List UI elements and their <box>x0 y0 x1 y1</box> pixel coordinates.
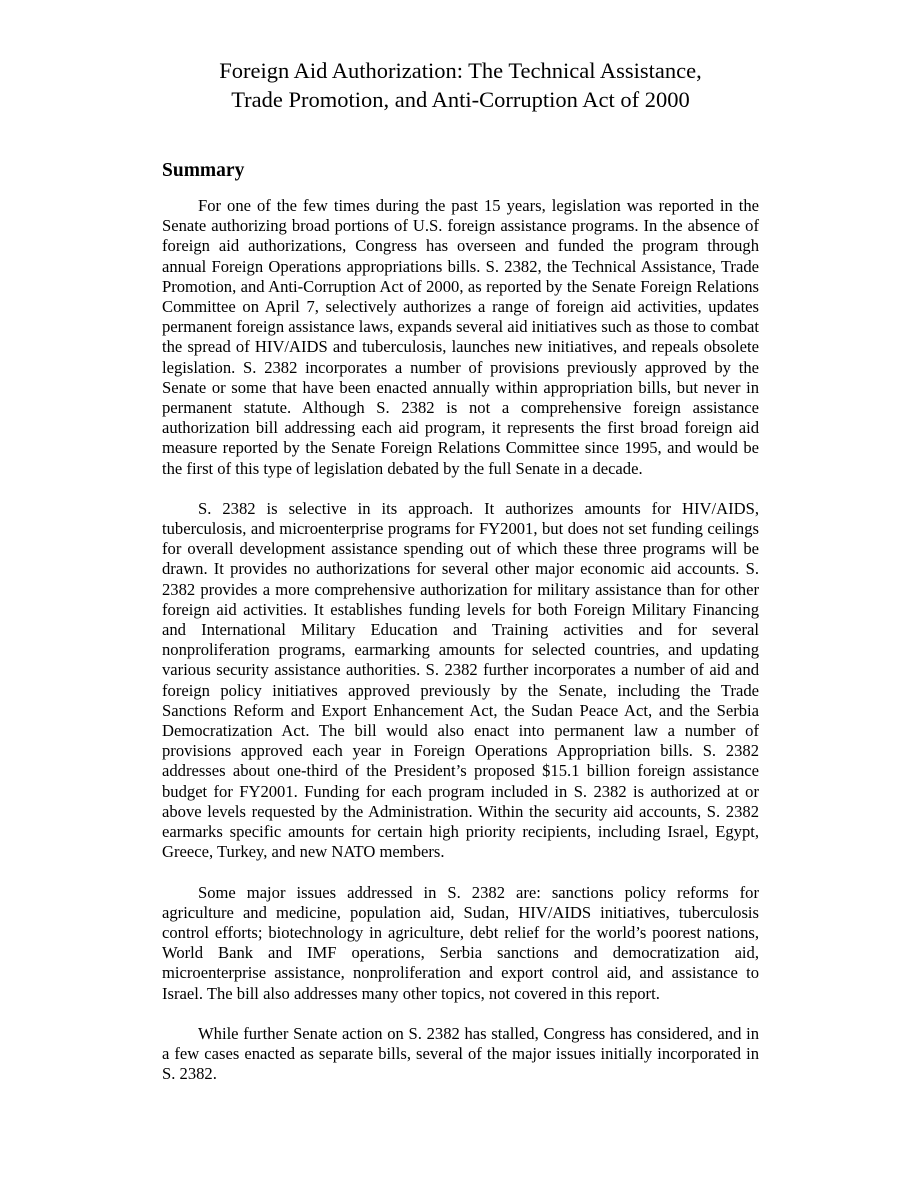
title-line-2: Trade Promotion, and Anti-Corruption Act of 2000 <box>231 87 690 112</box>
summary-paragraph-3: Some major issues addressed in S. 2382 are: sanctions policy reforms for agriculture and medicine, population aid, Sudan, HIV/AIDS initiatives, tuberculosis control efforts; biotechnology in agriculture, debt relief for the world’s poorest nations, World Bank and IMF operations, Serbia sanctions and democratization aid, microenterprise assistance, nonproliferation and export control aid, and assistance to Israel. The bill also addresses many other topics, not covered in this report. <box>162 882 759 1003</box>
summary-paragraph-4: While further Senate action on S. 2382 has stalled, Congress has considered, and in a few cases enacted as separate bills, several of the major issues initially incorporated in S. 2382. <box>162 1023 759 1084</box>
summary-paragraph-1: For one of the few times during the past 15 years, legislation was reported in the Senate authorizing broad portions of U.S. foreign assistance programs. In the absence of foreign aid authorizations, Congress has overseen and funded the program through annual Foreign Operations appropriations bills. S. 2382, the Technical Assistance, Trade Promotion, and Anti-Corruption Act of 2000, as reported by the Senate Foreign Relations Committee on April 7, selectively authorizes a range of foreign aid activities, updates permanent foreign assistance laws, expands several aid initiatives such as those to combat the spread of HIV/AIDS and tuberculosis, launches new initiatives, and repeals obsolete legislation. S. 2382 incorporates a number of provisions previously approved by the Senate or some that have been enacted annually within appropriation bills, but never in permanent statute. Although S. 2382 is not a comprehensive foreign assistance authorization bill addressing each aid program, it represents the first broad foreign aid measure reported by the Senate Foreign Relations Committee since 1995, and would be the first of this type of legislation debated by the full Senate in a decade. <box>162 196 759 478</box>
summary-heading: Summary <box>162 160 245 181</box>
summary-body <box>162 196 759 1084</box>
document-title <box>162 56 759 114</box>
summary-paragraph-2: S. 2382 is selective in its approach. It authorizes amounts for HIV/AIDS, tuberculosis, and microenterprise programs for FY2001, but does not set funding ceilings for overall development assistance spending out of which these three programs will be drawn. It provides no authorizations for several other major economic aid accounts. S. 2382 provides a more comprehensive authorization for military assistance than for other foreign aid activities. It establishes funding levels for both Foreign Military Financing and International Military Education and Training activities and for several nonproliferation programs, earmarking amounts for selected countries, and updating various security assistance authorities. S. 2382 further incorporates a number of aid and foreign policy initiatives approved previously by the Senate, including the Trade Sanctions Reform and Export Enhancement Act, the Sudan Peace Act, and the Serbia Democratization Act. The bill would also enact into permanent law a number of provisions approved each year in Foreign Operations Appropriation bills. S. 2382 addresses about one-third of the President’s proposed $15.1 billion foreign assistance budget for FY2001. Funding for each program included in S. 2382 is authorized at or above levels requested by the Administration. Within the security aid accounts, S. 2382 earmarks specific amounts for certain high priority recipients, including Israel, Egypt, Greece, Turkey, and new NATO members. <box>162 498 759 862</box>
title-line-1: Foreign Aid Authorization: The Technical Assistance, <box>219 58 702 83</box>
document-page <box>162 56 759 1104</box>
